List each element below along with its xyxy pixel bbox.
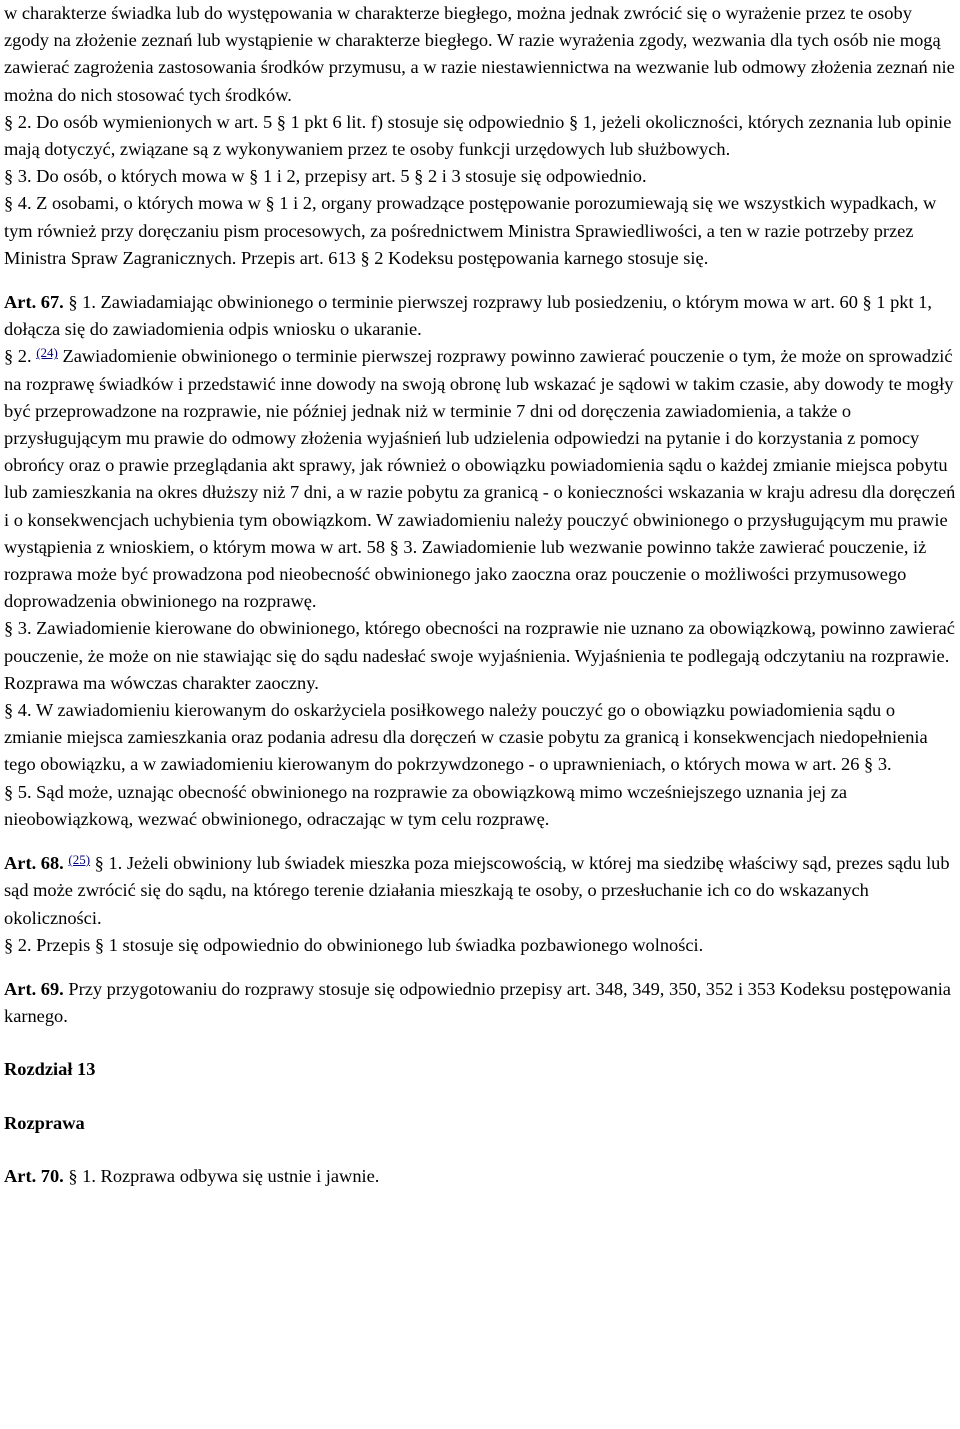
article-67-paragraph-4: § 4. W zawiadomieniu kierowanym do oskarżyciela posiłkowego należy pouczyć go o obowiązku powiadomienia sądu o zmianie miejsca zamieszkania oraz podania adresu dla doręczeń w czasie pobytu za granicą i konsekwencjach niedopełnienia tego obowiązku, a w zawiadomieniu kierowanym do pokrzywdzonego - o uprawnieniach, o których mowa w art. 26 § 3.	[4, 700, 928, 775]
article-70-paragraph	[4, 1163, 956, 1190]
article-68-paragraph-1	[4, 850, 956, 932]
article-67-label: Art. 67.	[4, 292, 64, 313]
paragraph-intro-4: § 4. Z osobami, o których mowa w § 1 i 2, organy prowadzące postępowanie porozumiewają się we wszystkich wypadkach, w tym również przy doręczaniu pism procesowych, za pośrednictwem Ministra Sprawiedliwości, a ten w razie potrzeby przez Ministra Spraw Zagranicznych. Przepis art. 613 § 2 Kodeksu postępowania karnego stosuje się.	[4, 193, 937, 268]
chapter-title: Rozprawa	[4, 1112, 85, 1133]
article-67-paragraph-1	[4, 289, 956, 343]
footnote-link-24[interactable]: (24)	[36, 345, 58, 361]
article-67-text-1: § 1. Zawiadamiając obwinionego o terminie pierwszej rozprawy lub posiedzeniu, o którym mowa w art. 60 § 1 pkt 1, dołącza się do zawiadomienia odpis wniosku o ukaranie.	[4, 292, 932, 340]
article-70-text: § 1. Rozprawa odbywa się ustnie i jawnie.	[63, 1165, 380, 1186]
article-67-paragraph-3: § 3. Zawiadomienie kierowane do obwinionego, którego obecności na rozprawie nie uznano za obowiązkową, powinno zawierać pouczenie, że może on nie stawiając się do sądu nadesłać swoje wyjaśnienia. Wyjaśnienia te podlegają odczytaniu na rozprawie. Rozprawa ma wówczas charakter zaoczny.	[4, 618, 955, 693]
article-69-text: Przy przygotowaniu do rozprawy stosuje się odpowiednio przepisy art. 348, 349, 350, 352 i 353 Kodeksu postępowania karnego.	[4, 978, 951, 1027]
paragraph-intro-1: w charakterze świadka lub do występowania w charakterze biegłego, można jednak zwrócić się o wyrażenie przez te osoby zgody na złożenie zeznań lub wystąpienie w charakterze biegłego. W razie wyrażenia zgody, wezwania dla tych osób nie mogą zawierać zagrożenia zastosowania środków przymusu, a w razie niestawiennictwa na wezwanie lub odmowy złożenia zeznań nie można do nich stosować tych środków.	[4, 3, 955, 105]
footnote-link-25[interactable]: (25)	[68, 852, 91, 868]
article-67-paragraph-2	[4, 343, 956, 615]
chapter-number: Rozdział 13	[4, 1059, 96, 1080]
article-69-paragraph	[4, 976, 956, 1030]
article-68-text-1: § 1. Jeżeli obwiniony lub świadek mieszka poza miejscowością, w której ma siedzibę właściwy sąd, prezes sądu lub sąd może zwrócić się do sądu, na którego terenie działania mieszkają te osoby, o przesłuchanie ich co do wskazanych okoliczności.	[4, 853, 950, 928]
paragraph-intro-2: § 2. Do osób wymienionych w art. 5 § 1 pkt 6 lit. f) stosuje się odpowiednio § 1, jeżeli okoliczności, których zeznania lub opinie mają dotyczyć, związane są z wykonywaniem przez te osoby funkcji urzędowych lub służbowych.	[4, 111, 952, 160]
article-68-label: Art. 68.	[4, 853, 64, 874]
article-70-label: Art. 70.	[4, 1165, 64, 1186]
article-67-section-2-prefix: § 2.	[4, 346, 37, 367]
article-67-paragraph-5: § 5. Sąd może, uznając obecność obwinionego na rozprawie za obowiązkową mimo wcześniejszego uznania jej za nieobowiązkową, wezwać obwinionego, odraczając w tym celu rozprawę.	[4, 781, 848, 829]
article-69-label: Art. 69.	[4, 978, 64, 999]
paragraph-intro-3: § 3. Do osób, o których mowa w § 1 i 2, przepisy art. 5 § 2 i 3 stosuje się odpowiednio.	[4, 166, 647, 187]
article-67-text-2: Zawiadomienie obwinionego o terminie pierwszej rozprawy powinno zawierać pouczenie o tym, że może on sprowadzić na rozprawę świadków i przedstawić inne dowody na swoją obronę lub wskazać je sądowi w takim czasie, aby dowody te mogły być przeprowadzone na rozprawie, nie później jednak niż w terminie 7 dni od doręczenia zawiadomienia, a także o przysługującym mu prawie do odmowy złożenia wyjaśnień lub udzielenia odpowiedzi na pytanie i do korzystania z pomocy obrońcy oraz o prawie przeglądania akt sprawy, jak również o obowiązku powiadomienia sądu o każdej zmianie miejsca pobytu lub zamieszkania na okres dłuższy niż 7 dni, a w razie pobytu za granicą - o konieczności wskazania w kraju adresu dla doręczeń i o konsekwencjach uchybienia tym obowiązkom. W zawiadomieniu należy pouczyć obwinionego o przysługującym mu prawie wystąpienia z wnioskiem, o którym mowa w art. 58 § 3. Zawiadomienie lub wezwanie powinno także zawierać pouczenie, iż rozprawa może być prowadzona pod nieobecność obwinionego jako zaoczna oraz pouczenie o możliwości przymusowego doprowadzenia obwinionego na rozprawę.	[4, 346, 956, 612]
article-68-paragraph-2: § 2. Przepis § 1 stosuje się odpowiednio do obwinionego lub świadka pozbawionego wolności.	[4, 934, 704, 955]
